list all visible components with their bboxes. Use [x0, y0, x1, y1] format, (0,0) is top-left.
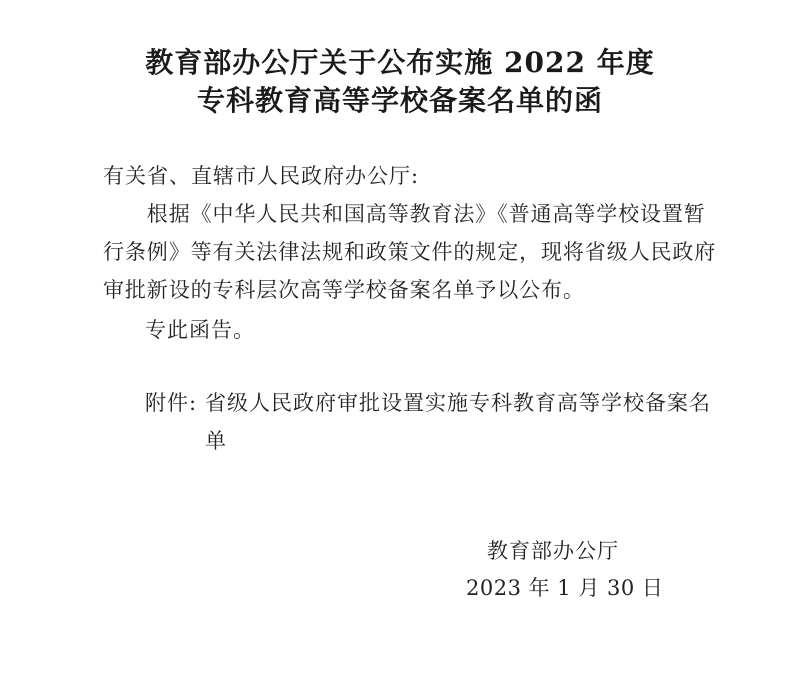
document-title-line-2: 专科教育高等学校备案名单的函 [196, 84, 603, 117]
attachment-title-line-1: 省级人民政府审批设置实施专科教育高等学校备案名 [205, 391, 711, 415]
signature-date: 2023 年 1 月 30 日 [466, 576, 664, 600]
signature-office: 教育部办公厅 [487, 539, 619, 563]
salutation: 有关省、直辖市人民政府办公厅: [103, 164, 420, 188]
body-line-1: 根据《中华人民共和国高等教育法》《普通高等学校设置暂 [103, 202, 706, 226]
body-line-2: 行条例》等有关法律法规和政策文件的规定，现将省级人民政府 [103, 240, 717, 264]
closing-text: 专此函告。 [145, 318, 255, 342]
attachment-label: 附件: [145, 391, 198, 415]
document-title-line-1: 教育部办公厅关于公布实施 2022 年度 [145, 46, 655, 79]
body-line-3: 审批新设的专科层次高等学校备案名单予以公布。 [103, 278, 585, 302]
attachment-title-line-2: 单 [205, 429, 226, 453]
